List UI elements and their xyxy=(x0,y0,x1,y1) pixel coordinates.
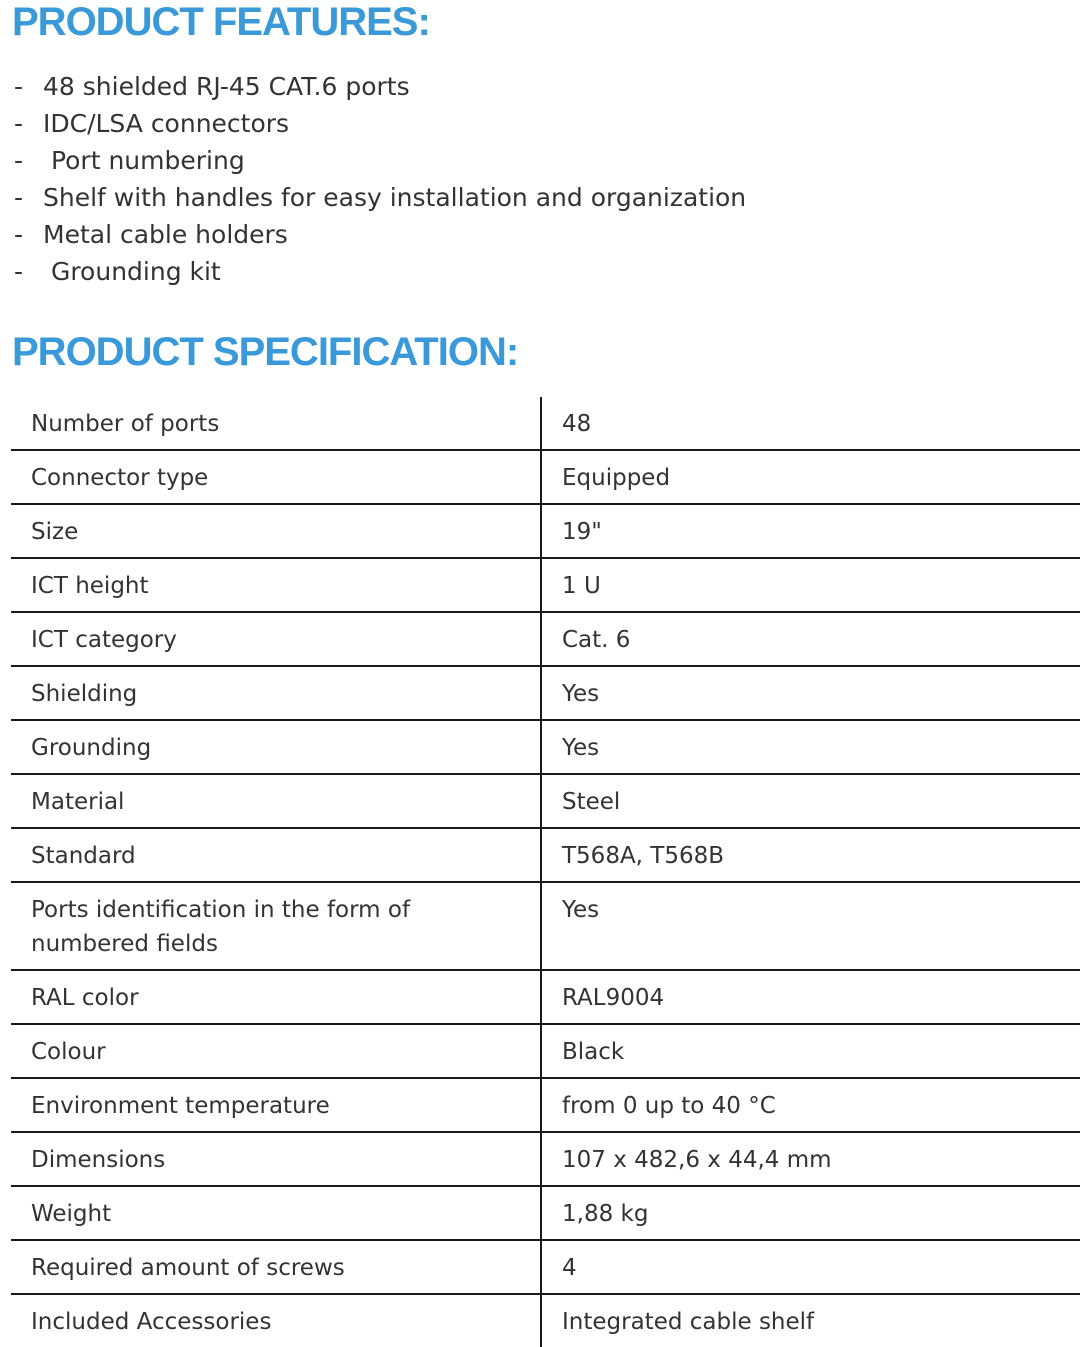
bullet-dash: - xyxy=(14,220,24,249)
spec-value: Yes xyxy=(541,882,1080,970)
spec-label: ICT category xyxy=(11,612,541,666)
spec-label: Dimensions xyxy=(11,1132,541,1186)
table-row xyxy=(11,774,1080,828)
spec-label: Weight xyxy=(11,1186,541,1240)
features-heading: PRODUCT FEATURES: xyxy=(12,0,430,44)
table-row xyxy=(11,558,1080,612)
table-row xyxy=(11,970,1080,1024)
table-row xyxy=(11,450,1080,504)
spec-label: Connector type xyxy=(11,450,541,504)
spec-label: Size xyxy=(11,504,541,558)
table-row xyxy=(11,1024,1080,1078)
table-row xyxy=(11,504,1080,558)
spec-value: from 0 up to 40 °C xyxy=(541,1078,1080,1132)
spec-label: Ports identification in the form of numbered fields xyxy=(11,882,541,970)
spec-value: 48 xyxy=(541,397,1080,450)
spec-label: Environment temperature xyxy=(11,1078,541,1132)
spec-label: Material xyxy=(11,774,541,828)
spec-label: Grounding xyxy=(11,720,541,774)
feature-text: IDC/LSA connectors xyxy=(43,109,290,138)
spec-value: 4 xyxy=(541,1240,1080,1294)
spec-value: Yes xyxy=(541,666,1080,720)
spec-value: RAL9004 xyxy=(541,970,1080,1024)
spec-label: Required amount of screws xyxy=(11,1240,541,1294)
bullet-dash: - xyxy=(14,257,24,286)
spec-value: 19" xyxy=(541,504,1080,558)
spec-value: Cat. 6 xyxy=(541,612,1080,666)
feature-item xyxy=(14,105,746,142)
feature-item xyxy=(14,216,746,253)
table-row xyxy=(11,1078,1080,1132)
table-row xyxy=(11,882,1080,970)
feature-item xyxy=(14,253,746,290)
feature-text: 48 shielded RJ-45 CAT.6 ports xyxy=(43,72,410,101)
feature-item xyxy=(14,179,746,216)
spec-label: RAL color xyxy=(11,970,541,1024)
bullet-dash: - xyxy=(14,109,24,138)
table-row xyxy=(11,612,1080,666)
spec-label: Number of ports xyxy=(11,397,541,450)
table-row xyxy=(11,1132,1080,1186)
table-row xyxy=(11,397,1080,450)
table-row xyxy=(11,828,1080,882)
spec-value: 107 x 482,6 x 44,4 mm xyxy=(541,1132,1080,1186)
spec-value: Black xyxy=(541,1024,1080,1078)
spec-label: Shielding xyxy=(11,666,541,720)
spec-value: Equipped xyxy=(541,450,1080,504)
bullet-dash: - xyxy=(14,146,24,175)
feature-text: Metal cable holders xyxy=(43,220,288,249)
features-list xyxy=(14,68,746,290)
bullet-dash: - xyxy=(14,183,24,212)
specification-table xyxy=(11,397,1080,1347)
table-row xyxy=(11,1186,1080,1240)
feature-text: Port numbering xyxy=(43,146,245,175)
table-row xyxy=(11,1294,1080,1347)
spec-value: Integrated cable shelf xyxy=(541,1294,1080,1347)
spec-value: Yes xyxy=(541,720,1080,774)
specification-heading: PRODUCT SPECIFICATION: xyxy=(12,330,519,374)
spec-label: Standard xyxy=(11,828,541,882)
bullet-dash: - xyxy=(14,72,24,101)
table-row xyxy=(11,1240,1080,1294)
feature-text: Shelf with handles for easy installation and organization xyxy=(43,183,747,212)
feature-item xyxy=(14,142,746,179)
spec-value: T568A, T568B xyxy=(541,828,1080,882)
spec-value: Steel xyxy=(541,774,1080,828)
table-row xyxy=(11,720,1080,774)
spec-value: 1 U xyxy=(541,558,1080,612)
feature-text: Grounding kit xyxy=(43,257,221,286)
spec-label: ICT height xyxy=(11,558,541,612)
feature-item xyxy=(14,68,746,105)
spec-label: Colour xyxy=(11,1024,541,1078)
spec-value: 1,88 kg xyxy=(541,1186,1080,1240)
spec-label: Included Accessories xyxy=(31,1309,272,1335)
table-row xyxy=(11,666,1080,720)
